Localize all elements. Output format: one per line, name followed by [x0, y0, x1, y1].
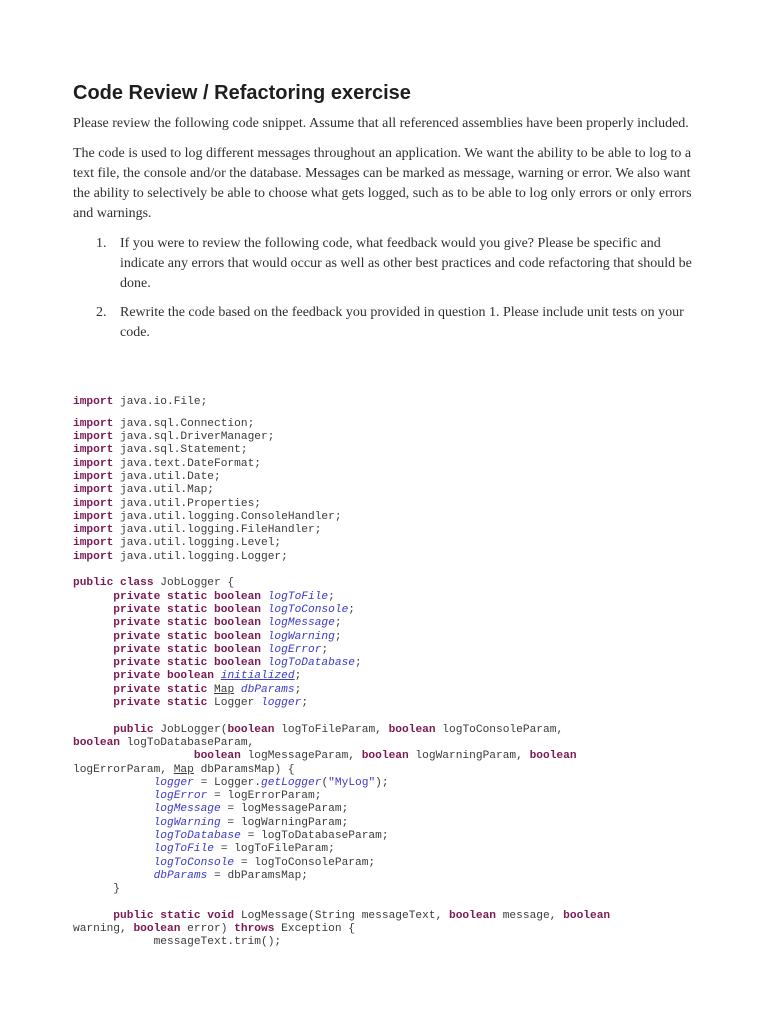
- code-keyword: private static boolean: [113, 657, 261, 670]
- code-text: Exception {: [274, 923, 356, 936]
- code-identifier: logWarning: [153, 816, 221, 829]
- code-keyword: import: [73, 444, 114, 457]
- code-spacer: [73, 564, 713, 577]
- code-keyword: public static void: [113, 909, 235, 922]
- code-keyword: boolean: [73, 736, 120, 749]
- code-line: [73, 617, 713, 630]
- code-keyword: private static boolean: [113, 617, 261, 630]
- code-keyword: boolean: [529, 750, 577, 763]
- code-text: [73, 604, 113, 616]
- code-spacer: [73, 710, 713, 723]
- code-keyword: boolean: [133, 923, 181, 936]
- question-item: [73, 234, 698, 294]
- code-text: [261, 591, 268, 603]
- code-keyword: boolean: [563, 909, 611, 922]
- code-line: [73, 697, 713, 710]
- code-identifier: logError: [153, 790, 208, 803]
- code-keyword: import: [73, 457, 114, 470]
- code-line: [73, 817, 713, 830]
- code-text: logToFileParam,: [274, 723, 389, 736]
- code-keyword: import: [73, 484, 114, 497]
- code-text: logWarningParam,: [408, 750, 530, 763]
- code-keyword: boolean: [449, 909, 496, 922]
- code-text: logErrorParam,: [73, 763, 174, 776]
- code-text: [73, 830, 154, 842]
- code-keyword: import: [73, 510, 114, 523]
- code-keyword: private static boolean: [113, 590, 261, 603]
- code-text: [73, 724, 113, 736]
- code-text: ;: [301, 697, 309, 710]
- question-list: [73, 234, 698, 343]
- code-text: ;: [294, 670, 302, 683]
- code-text: [214, 670, 221, 682]
- description-paragraph: The code is used to log different messages throughout an application. We want the ability to be able to log to a text file, the console and/or the database. Messages can be marked as message, warning or error. We also want the ability to selectively be able to choose what gets logged, such as to be able to log only errors or only errors and warnings.: [73, 146, 692, 221]
- code-text: [73, 910, 113, 922]
- code-text: ;: [355, 657, 362, 670]
- code-keyword: import: [73, 550, 114, 563]
- code-keyword: import: [73, 497, 114, 510]
- code-text: java.sql.Statement;: [113, 444, 248, 457]
- code-text: [73, 617, 113, 629]
- code-text: = dbParamsMap;: [207, 869, 309, 882]
- code-type: Map: [214, 683, 235, 696]
- code-text: java.util.logging.FileHandler;: [113, 524, 322, 537]
- code-text: [73, 670, 113, 682]
- code-text: [73, 697, 113, 709]
- code-identifier: logError: [267, 643, 322, 656]
- code-text: java.io.File;: [113, 396, 208, 408]
- question-number: 2.: [96, 305, 107, 320]
- page-title: Code Review / Refactoring exercise: [73, 82, 411, 104]
- code-identifier: dbParams: [240, 683, 295, 696]
- code-text: [73, 870, 154, 882]
- code-keyword: private boolean: [113, 670, 215, 683]
- question-number: 1.: [96, 236, 107, 251]
- code-text: message,: [496, 909, 564, 922]
- code-line: [73, 431, 713, 444]
- code-text: LogMessage(String messageText,: [234, 909, 449, 922]
- code-text: [261, 631, 268, 643]
- code-keyword: private static boolean: [113, 603, 261, 616]
- code-text: [73, 857, 154, 869]
- code-text: dbParamsMap) {: [193, 763, 295, 776]
- code-text: [261, 604, 268, 616]
- code-text: [261, 657, 268, 669]
- code-text: (: [321, 776, 329, 789]
- code-spacer: [73, 409, 713, 418]
- code-line: [73, 657, 713, 670]
- code-line: [73, 870, 713, 883]
- code-text: logMessageParam,: [240, 750, 362, 763]
- code-line: [73, 750, 713, 763]
- code-line: [73, 684, 713, 697]
- code-identifier: getLogger: [261, 776, 322, 789]
- code-line: [73, 471, 713, 484]
- code-identifier: logger: [261, 697, 302, 710]
- code-identifier: logToDatabase: [153, 830, 241, 842]
- code-text: [73, 777, 154, 789]
- intro-paragraph: Please review the following code snippet. Assume that all referenced assemblies have been properly included.: [73, 116, 689, 131]
- code-line: [73, 484, 713, 497]
- code-identifier: logger: [153, 776, 194, 789]
- code-text: [73, 803, 154, 815]
- document-body: [73, 80, 698, 352]
- code-line: [73, 577, 713, 590]
- code-line: [73, 444, 713, 457]
- code-identifier: logMessage: [267, 617, 335, 630]
- code-keyword: boolean: [388, 723, 436, 736]
- code-text: = logWarningParam;: [220, 816, 349, 829]
- code-text: = Logger.: [193, 776, 262, 789]
- code-line: [73, 644, 713, 657]
- code-text: [261, 644, 268, 656]
- code-keyword: import: [73, 431, 114, 444]
- code-line: [73, 458, 713, 471]
- code-line: [73, 511, 713, 524]
- code-text: java.util.Properties;: [113, 497, 261, 510]
- code-keyword: throws: [234, 923, 275, 936]
- code-text: [73, 790, 154, 802]
- question-text: If you were to review the following code, what feedback would you give? Please be specific and indicate any errors that would occur as well as other best practices and code refactoring that should be done.: [120, 236, 692, 291]
- code-line: [73, 737, 713, 750]
- code-text: ;: [334, 630, 342, 643]
- code-text: ;: [328, 590, 335, 603]
- code-text: );: [375, 776, 389, 789]
- code-line: [73, 670, 713, 683]
- code-text: [73, 817, 154, 829]
- code-keyword: boolean: [227, 723, 275, 736]
- code-text: ;: [294, 683, 302, 696]
- code-text: java.util.logging.Level;: [113, 537, 282, 550]
- code-text: java.util.Map;: [113, 484, 215, 497]
- code-keyword: import: [73, 537, 114, 550]
- code-line: [73, 910, 713, 923]
- code-line: [73, 591, 713, 604]
- code-line: [73, 396, 713, 409]
- code-keyword: public class: [73, 577, 154, 590]
- code-line: [73, 777, 713, 790]
- code-keyword: private static boolean: [113, 643, 261, 656]
- code-identifier: dbParams: [153, 869, 208, 882]
- code-line: [73, 803, 713, 816]
- code-line: [73, 551, 713, 564]
- code-line: [73, 790, 713, 803]
- code-keyword: private static: [113, 683, 208, 696]
- code-identifier: initialized: [220, 670, 295, 683]
- code-text: java.util.Date;: [113, 470, 221, 483]
- code-text: java.sql.DriverManager;: [113, 431, 275, 444]
- code-identifier: logWarning: [267, 630, 335, 643]
- code-line: [73, 764, 713, 777]
- code-keyword: import: [73, 524, 114, 537]
- code-text: JobLogger {: [153, 577, 235, 590]
- code-identifier: logToFile: [153, 843, 215, 856]
- code-text: warning,: [73, 923, 134, 936]
- code-identifier: logToFile: [267, 590, 329, 603]
- code-text: java.util.logging.ConsoleHandler;: [113, 510, 342, 523]
- code-line: [73, 830, 713, 843]
- code-text: java.sql.Connection;: [113, 417, 255, 430]
- code-text: messageText.trim();: [73, 936, 282, 949]
- code-keyword: public: [113, 723, 154, 736]
- code-line: [73, 537, 713, 550]
- code-spacer: [73, 896, 713, 909]
- code-text: [73, 750, 194, 762]
- question-item: [73, 303, 698, 343]
- code-line: [73, 524, 713, 537]
- code-text: logToConsoleParam,: [435, 723, 564, 736]
- code-keyword: private static boolean: [113, 630, 261, 643]
- code-line: [73, 883, 713, 896]
- code-text: [73, 631, 113, 643]
- code-keyword: import: [73, 417, 114, 430]
- code-text: JobLogger(: [153, 723, 228, 736]
- code-text: = logErrorParam;: [207, 790, 322, 803]
- question-text: Rewrite the code based on the feedback you provided in question 1. Please include unit tests on your code.: [120, 305, 684, 340]
- code-identifier: logMessage: [153, 803, 221, 816]
- code-text: = logToFileParam;: [214, 843, 335, 856]
- code-line: [73, 724, 713, 737]
- code-line: [73, 857, 713, 870]
- code-text: }: [73, 883, 120, 896]
- code-text: [73, 843, 154, 855]
- code-text: [234, 684, 241, 696]
- code-keyword: import: [73, 470, 114, 483]
- code-line: [73, 936, 713, 949]
- code-line: [73, 418, 713, 431]
- code-text: error): [180, 923, 235, 936]
- code-text: ;: [348, 603, 356, 616]
- code-keyword: boolean: [361, 750, 409, 763]
- code-text: Logger: [207, 697, 262, 710]
- code-text: = logToConsoleParam;: [234, 856, 376, 869]
- code-text: = logMessageParam;: [220, 803, 349, 816]
- code-identifier: logToConsole: [267, 603, 349, 616]
- code-line: [73, 631, 713, 644]
- code-text: = logToDatabaseParam;: [240, 830, 389, 842]
- code-text: [207, 684, 214, 696]
- code-text: [73, 644, 113, 656]
- code-text: logToDatabaseParam,: [120, 736, 255, 749]
- code-text: ;: [321, 643, 329, 656]
- code-text: ;: [334, 617, 342, 630]
- code-string: "MyLog": [328, 776, 376, 789]
- code-keyword: boolean: [193, 750, 241, 763]
- code-text: [261, 617, 268, 629]
- code-line: [73, 498, 713, 511]
- code-keyword: private static: [113, 697, 208, 710]
- code-type: Map: [173, 763, 194, 776]
- code-text: java.text.DateFormat;: [113, 457, 261, 470]
- code-line: [73, 923, 713, 936]
- code-text: [73, 657, 113, 669]
- code-identifier: logToDatabase: [267, 657, 355, 670]
- code-keyword: import: [73, 396, 114, 408]
- code-identifier: logToConsole: [153, 856, 235, 869]
- code-text: java.util.logging.Logger;: [113, 550, 288, 563]
- code-text: [73, 684, 113, 696]
- code-text: [73, 591, 113, 603]
- code-line: [73, 604, 713, 617]
- code-line: [73, 843, 713, 856]
- code-snippet: [73, 396, 713, 950]
